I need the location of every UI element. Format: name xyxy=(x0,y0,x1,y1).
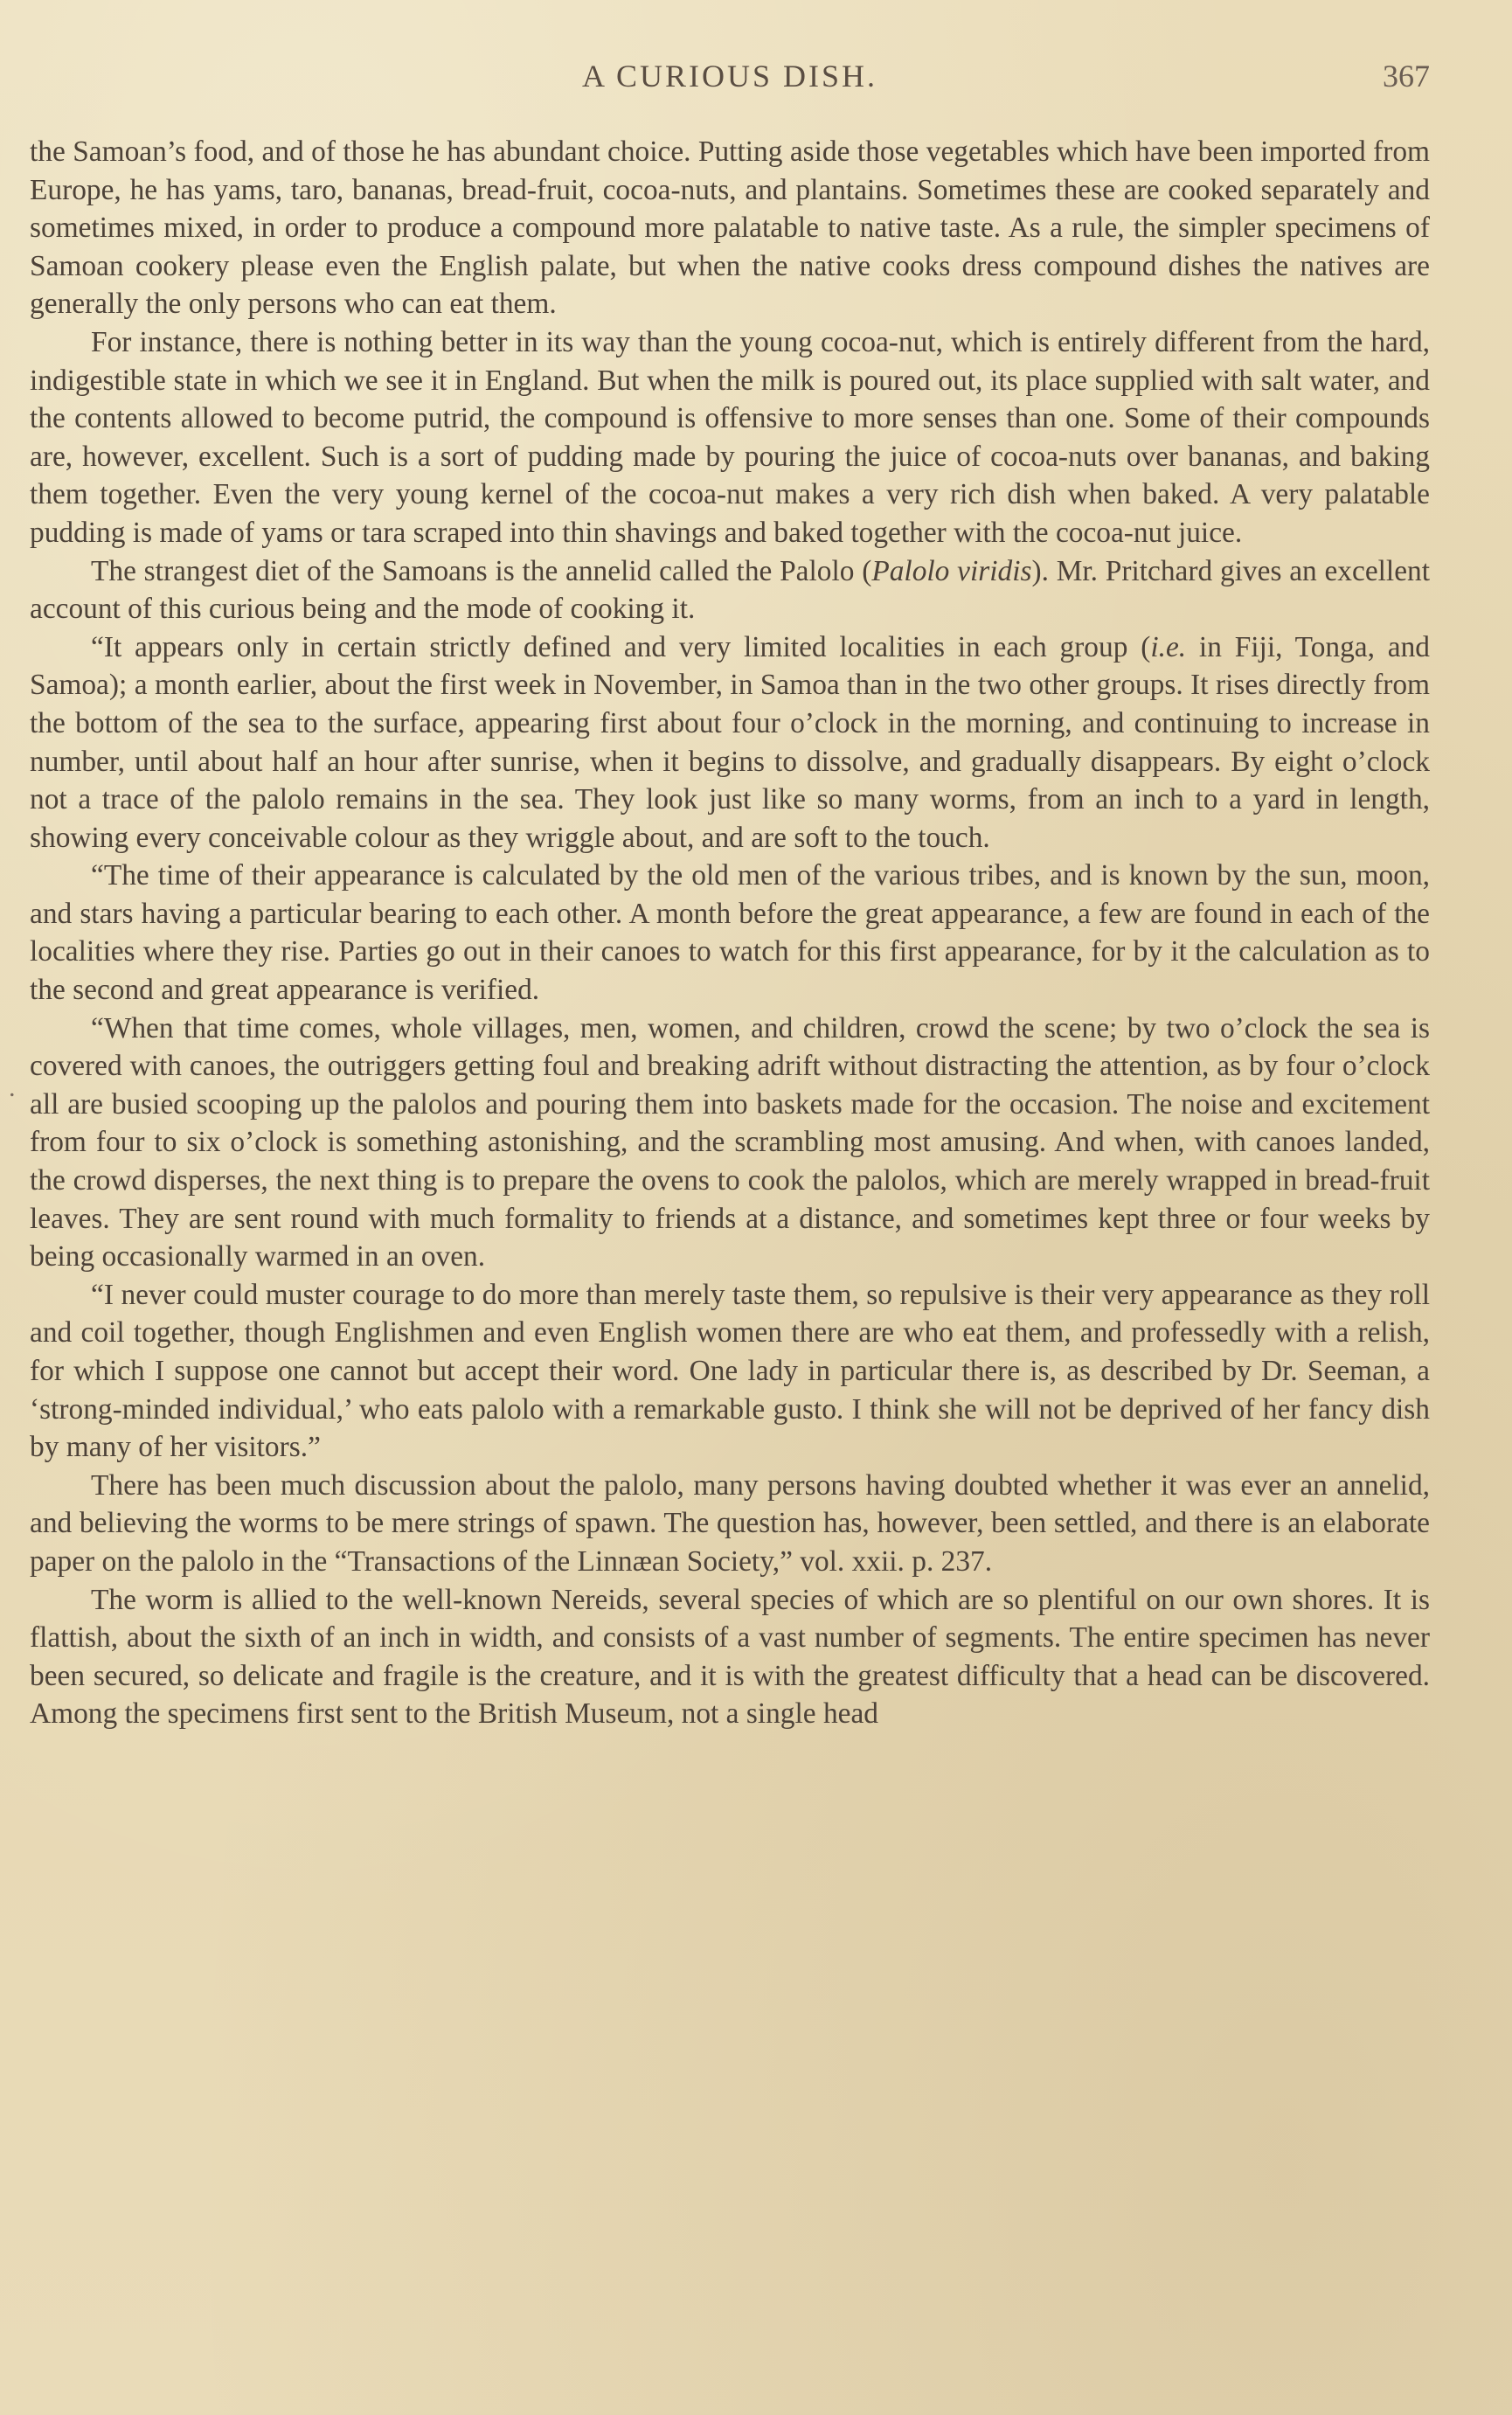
paragraph-p5 xyxy=(30,857,1430,1009)
paragraph-text: ). Mr. Pritchard gives an excellent account of this curious being and the mode of cooking it. xyxy=(30,554,1430,626)
paragraph-text: the Samoan’s food, and of those he has abundant choice. Putting aside those vegetables which have been imported from Europe, he has yams, taro, bananas, bread-fruit, cocoa-nuts, and plantains. Sometimes these are cooked separately and sometimes mixed, in order to produce a compound more palatable to native taste. As a rule, the simpler specimens of Samoan cookery please even the English palate, but when the native cooks dress compound dishes the natives are generally the only persons who can eat them. xyxy=(30,135,1430,321)
paragraph-text: in Fiji, Tonga, and Samoa); a month earlier, about the first week in November, in Samoa than in the two other groups. It rises directly from the bottom of the sea to the surface, appearing first about four o’clock in the morning, and continuing to increase in number, until about half an hour after sunrise, when it begins to dissolve, and gradually disappears. By eight o’clock not a trace of the palolo remains in the sea. They look just like so many worms, from an inch to a yard in length, showing every conceivable colour as they wriggle about, and are soft to the touch. xyxy=(30,630,1430,854)
italic-text: Palolo viridis xyxy=(871,554,1032,587)
margin-mark: . xyxy=(9,1073,16,1102)
running-title: A CURIOUS DISH. xyxy=(581,59,878,94)
paragraph-p9 xyxy=(30,1581,1430,1733)
paragraph-text: “It appears only in certain strictly defined and very limited localities in each group ( xyxy=(91,630,1151,663)
paragraph-text: For instance, there is nothing better in its way than the young cocoa-nut, which is entirely different from the hard, indigestible state in which we see it in England. But when the milk is poured out, its place supplied with salt water, and the contents allowed to become putrid, the compound is offensive to more senses than one. Some of their compounds are, however, excellent. Such is a sort of pudding made by pouring the juice of cocoa-nuts over bananas, and baking them together. Even the very young kernel of the cocoa-nut makes a very rich dish when baked. A very palatable pudding is made of yams or tara scraped into thin shavings and baked together with the cocoa-nut juice. xyxy=(30,325,1430,549)
paragraph-text: The strangest diet of the Samoans is the annelid called the Palolo ( xyxy=(91,554,872,587)
paragraph-text: “I never could muster courage to do more than merely taste them, so repulsive is their very appearance as they roll and coil together, though Englishmen and even English women there are who eat them, and professedly with a relish, for which I suppose one cannot but accept their word. One lady in particular there is, as described by Dr. Seeman, a ‘strong-minded individual,’ who eats palolo with a remarkable gusto. I think she will not be deprived of her fancy dish by many of her visitors.” xyxy=(30,1278,1430,1464)
paragraph-p4 xyxy=(30,628,1430,857)
paragraph-p8 xyxy=(30,1467,1430,1581)
italic-text: i.e. xyxy=(1150,630,1187,663)
paragraph-p1 xyxy=(30,133,1430,323)
page-number: 367 xyxy=(1383,59,1430,94)
paragraph-p3 xyxy=(30,552,1430,628)
paragraph-text: The worm is allied to the well-known Nereids, several species of which are so plentiful on our own shores. It is flattish, about the sixth of an inch in width, and consists of a vast number of segments. The entire specimen has never been secured, so delicate and fragile is the creature, and it is with the greatest difficulty that a head can be discovered. Among the specimens first sent to the British Museum, not a single head xyxy=(30,1583,1430,1731)
paragraph-text: There has been much discussion about the palolo, many persons having doubted whether it was ever an annelid, and believing the worms to be mere strings of spawn. The question has, however, been settled, and there is an elaborate paper on the palolo in the “Transactions of the Linnæan Society,” vol. xxii. p. 237. xyxy=(30,1468,1430,1578)
paragraph-p6 xyxy=(30,1010,1430,1276)
paragraph-text: “The time of their appearance is calculated by the old men of the various tribes, and is known by the sun, moon, and stars having a particular bearing to each other. A month before the great appearance, a few are found in each of the localities where they rise. Parties go out in their canoes to watch for this first appearance, for by it the calculation as to the second and great appearance is verified. xyxy=(30,859,1430,1007)
paragraph-text: “When that time comes, whole villages, men, women, and children, crowd the scene; by two o’clock the sea is covered with canoes, the outriggers getting foul and breaking adrift without distracting the attention, as by four o’clock all are busied scooping up the palolos and pouring them into baskets made for the occasion. The noise and excitement from four to six o’clock is something astonishing, and the scrambling most amusing. And when, with canoes landed, the crowd disperses, the next thing is to prepare the ovens to cook the palolos, which are merely wrapped in bread-fruit leaves. They are sent round with much formality to friends at a distance, and sometimes kept three or four weeks by being occasionally warmed in an oven. xyxy=(30,1011,1430,1273)
body-text xyxy=(30,133,1430,1733)
paragraph-p2 xyxy=(30,323,1430,552)
paragraph-p7 xyxy=(30,1276,1430,1467)
page-header xyxy=(30,58,1430,110)
